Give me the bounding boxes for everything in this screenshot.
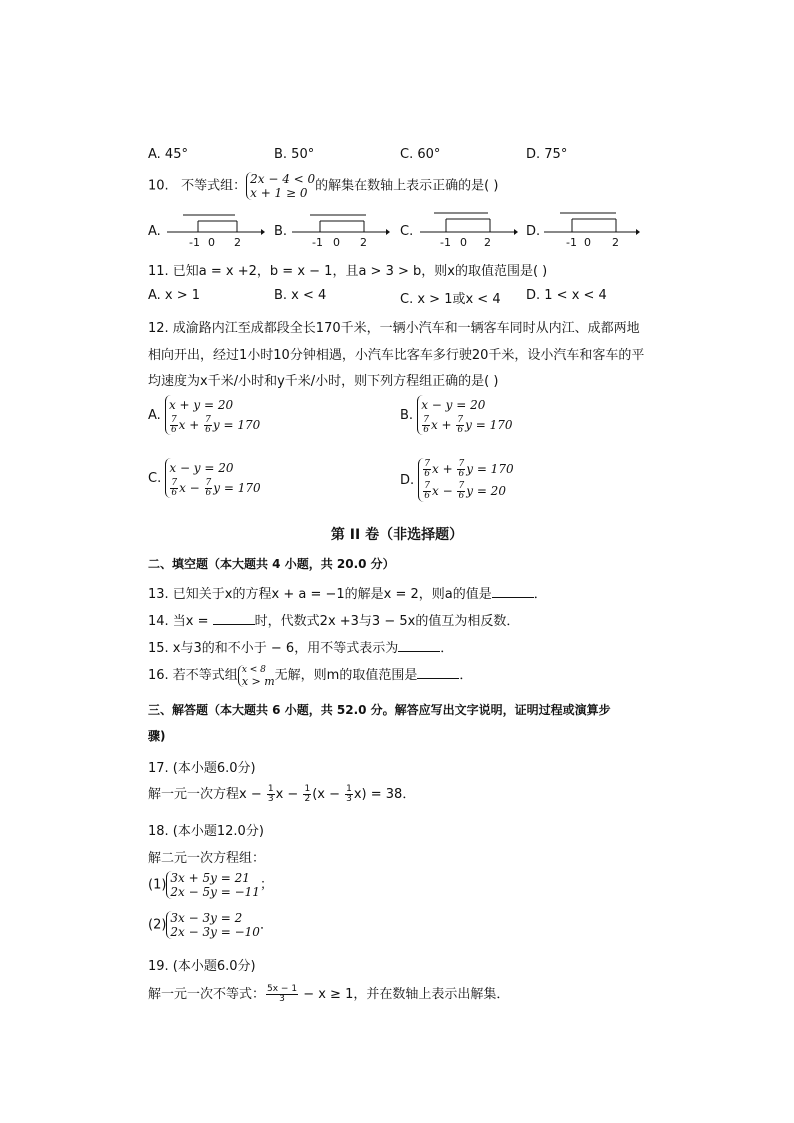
q16-blank[interactable] bbox=[417, 666, 459, 679]
q10-option-c-numberline bbox=[418, 208, 518, 252]
q10-option-d-label: D. bbox=[526, 224, 541, 239]
q10-post: 的解集在数轴上表示正确的是( ) bbox=[315, 178, 499, 194]
q11-stem: 11. 已知a = x +2，b = x − 1，且a > 3 > b，则x的取值范围是( ) bbox=[148, 264, 548, 279]
q9-option-d: D. 75° bbox=[526, 147, 568, 162]
q18-heading: 18. (本小题12.0分) bbox=[148, 824, 264, 839]
svg-text:0: 0 bbox=[208, 236, 215, 249]
q10-option-d-numberline bbox=[542, 208, 642, 252]
q12-line-1: 12. 成渝路内江至成都段全长170千米，一辆小汽车和一辆客车同时从内江、成都两地 bbox=[148, 321, 640, 336]
svg-text:-1: -1 bbox=[566, 236, 577, 249]
q12-line-3: 均速度为x千米/小时和y千米/小时，则下列方程组正确的是( ) bbox=[148, 374, 499, 389]
q12-line-2: 相向开出，经过1小时10分钟相遇，小汽车比客车多行驶20千米，设小汽车和客车的平 bbox=[148, 348, 645, 363]
svg-text:2: 2 bbox=[234, 236, 241, 249]
q10-option-c-label: C. bbox=[400, 224, 414, 239]
q18-part1: (1) 3x + 5y = 21 2x − 5y = −11 ； bbox=[148, 871, 273, 899]
q12-option-b: B. x − y = 20 $\frac{7}{6}$ x + $\frac{7}{6}$ y = 170 bbox=[400, 395, 513, 435]
q15-blank[interactable] bbox=[398, 639, 440, 652]
q16: 16. 若不等式组 x < 8 x > m 无解，则m的取值范围是 ． bbox=[148, 664, 473, 688]
q17-heading: 17. (本小题6.0分) bbox=[148, 761, 256, 776]
section3-heading-line1: 三、解答题（本大题共 6 小题，共 52.0 分。解答应写出文字说明，证明过程或演算步 bbox=[148, 703, 611, 717]
svg-text:2: 2 bbox=[612, 236, 619, 249]
q11-option-a: A. x > 1 bbox=[148, 288, 201, 303]
q19-inequality: 解一元一次不等式： $\frac{5x - 1}{3}$ − x ≥ 1，并在数轴上表示出解集． bbox=[148, 984, 510, 1004]
q15: 15. x与3的和不小于 − 6，用不等式表示为 ． bbox=[148, 641, 454, 656]
svg-text:0: 0 bbox=[333, 236, 340, 249]
svg-text:0: 0 bbox=[460, 236, 467, 249]
svg-text:-1: -1 bbox=[440, 236, 451, 249]
q18-part2: (2) 3x − 3y = 2 2x − 3y = −10 ． bbox=[148, 911, 273, 939]
section3-heading-line2: 骤) bbox=[148, 729, 166, 743]
q9-option-c: C. 60° bbox=[400, 147, 441, 162]
svg-text:2: 2 bbox=[360, 236, 367, 249]
q10-option-b-numberline bbox=[290, 208, 390, 252]
q9-option-a: A. 45° bbox=[148, 147, 188, 162]
q10-option-a-label: A. bbox=[148, 224, 161, 239]
q12-option-a: A. x + y = 20 $\frac{7}{6}$ x + $\frac{7}{6}$ y = 170 bbox=[148, 395, 260, 435]
section2-heading: 二、填空题（本大题共 4 小题，共 20.0 分） bbox=[148, 557, 395, 571]
q10-system: 2x − 4 < 0 x + 1 ≥ 0 bbox=[246, 172, 315, 200]
q13-blank[interactable] bbox=[492, 585, 534, 598]
q12-option-d: D. $\frac{7}{6}$ x + $\frac{7}{6}$ y = 170 $\frac{7}{6}$ x − $\frac{7}{6}$ y = 20 bbox=[400, 459, 514, 501]
q10-stem bbox=[148, 172, 498, 200]
part2-title: 第 II 卷（非选择题） bbox=[330, 527, 464, 543]
q10-option-a-numberline bbox=[165, 208, 265, 252]
q17-equation: 解一元一次方程x − $\frac{1}{3}$ x − $\frac{1}{2}$ (x − $\frac{1}{3}$ x) = 38． bbox=[148, 784, 416, 804]
q11-option-c: C. x > 1或x < 4 bbox=[400, 292, 501, 307]
svg-text:-1: -1 bbox=[312, 236, 323, 249]
q10-number: 10. bbox=[148, 178, 169, 194]
q9-option-b: B. 50° bbox=[274, 147, 315, 162]
q10-pre: 不等式组： bbox=[181, 178, 247, 194]
q18-intro: 解二元一次方程组： bbox=[148, 851, 266, 866]
svg-text:-1: -1 bbox=[189, 236, 200, 249]
q19-heading: 19. (本小题6.0分) bbox=[148, 959, 256, 974]
q14-blank[interactable] bbox=[213, 612, 255, 625]
q10-option-b-label: B. bbox=[274, 224, 288, 239]
svg-text:0: 0 bbox=[584, 236, 591, 249]
q12-option-c: C. x − y = 20 $\frac{7}{6}$ x − $\frac{7}{6}$ y = 170 bbox=[148, 458, 261, 498]
q11-option-d: D. 1 < x < 4 bbox=[526, 288, 607, 303]
svg-text:2: 2 bbox=[484, 236, 491, 249]
q11-option-b: B. x < 4 bbox=[274, 288, 327, 303]
q13: 13. 已知关于x的方程x + a = −1的解是x = 2，则a的值是 ． bbox=[148, 587, 547, 602]
q14: 14. 当x = 时，代数式2x +3与3 − 5x的值互为相反数． bbox=[148, 614, 520, 629]
